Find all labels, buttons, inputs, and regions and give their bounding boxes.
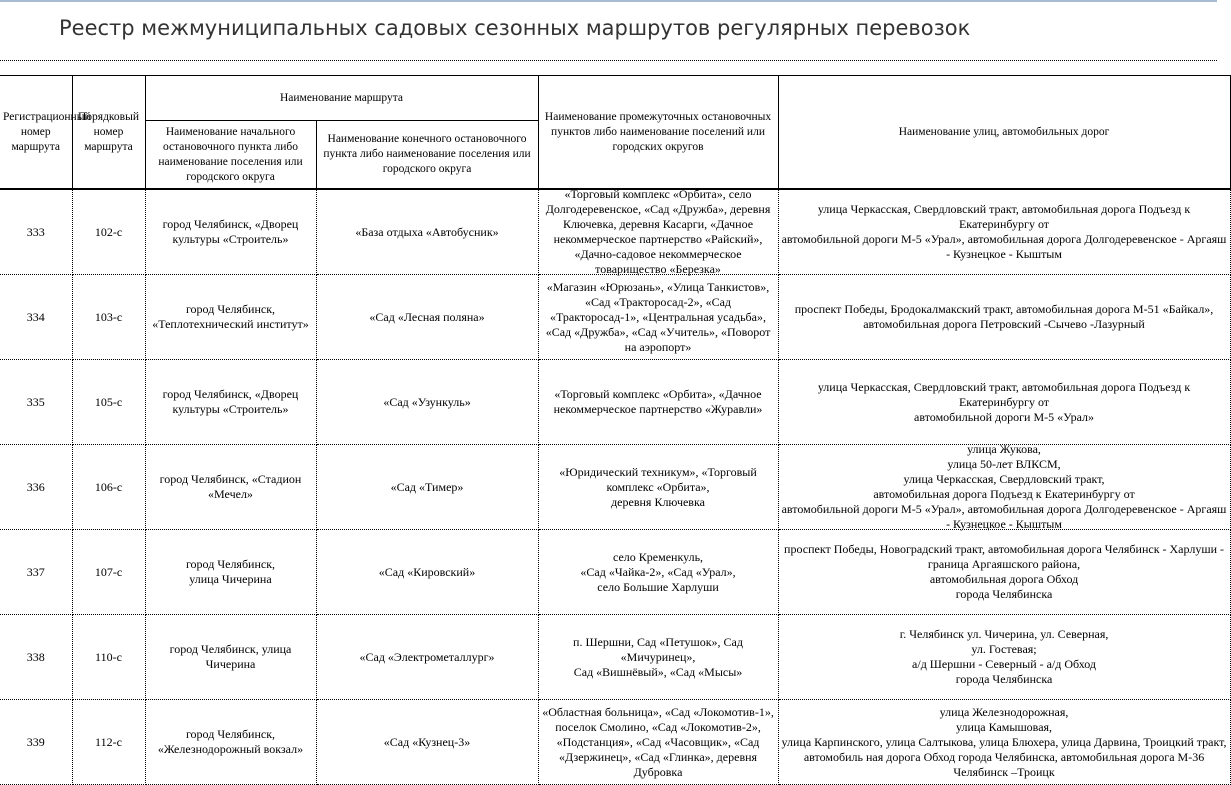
title-divider	[0, 60, 1217, 61]
reg-number-cell	[0, 615, 72, 700]
route-number-cell-value: 102-с	[94, 224, 123, 239]
streets-roads-cell	[778, 275, 1230, 360]
end-stop-cell-value: «Сад «Кузнец-3»	[383, 734, 471, 749]
route-number-cell-value: 103-с	[94, 309, 123, 324]
streets-roads-cell-text	[781, 442, 1227, 531]
table-header	[0, 76, 1230, 190]
intermediate-stops-cell-value: «Торговый комплекс «Орбита», «Дачное некоммерческое партнерство «Журавли»	[553, 387, 763, 416]
intermediate-stops-cell-value: «Торговый комплекс «Орбита», село Долгодеревенское, «Сад «Дружба», деревня Ключевка, деревня Касарги, «Дачное некоммерческое партнерство «Райский», «Дачно-садовое некоммерческое товарищество «Березка»	[545, 187, 771, 276]
start-stop-cell	[145, 530, 316, 615]
route-number-cell-value: 106-с	[94, 479, 123, 494]
intermediate-stops-cell-text	[542, 705, 775, 780]
reg-number-cell	[0, 189, 72, 275]
route-number-cell	[72, 445, 145, 530]
route-number-cell	[72, 275, 145, 360]
streets-roads-cell-text	[782, 705, 1227, 780]
reg-number-cell-value: 335	[26, 394, 45, 409]
end-stop-cell	[316, 530, 538, 615]
end-stop-cell-value: «Сад «Лесная поляна»	[369, 309, 485, 324]
start-stop-cell-value: город Челябинск, «Железнодорожный вокзал»	[157, 727, 304, 756]
table-row	[0, 700, 1230, 785]
streets-roads-cell-value: улица Черкасская, Свердловский тракт, автомобильная дорога Подъезд к Екатеринбургу от автомобильной дороги М-5 «Урал»	[817, 379, 1191, 424]
intermediate-stops-cell-text	[542, 387, 775, 417]
start-stop-cell	[145, 615, 316, 700]
streets-roads-cell-text	[782, 627, 1227, 687]
route-number-cell	[72, 700, 145, 785]
reg-number-cell-value: 334	[26, 309, 45, 324]
page-title: Реестр межмуниципальных садовых сезонных маршрутов регулярных перевозок	[59, 16, 971, 40]
streets-roads-cell-value: улица Железнодорожная, улица Камышовая, улица Карпинского, улица Салтыкова, улица Блюхера, улица Дарвина, Троицкий тракт, автомобиль ная дорога Обход города Челябинска, автомобильная дорога М-36 Челябинск –Троицк	[781, 704, 1227, 779]
header-streets-roads: Наименование улиц, автомобильных дорог	[778, 76, 1230, 190]
table-row	[0, 530, 1230, 615]
table-row	[0, 189, 1230, 275]
route-number-cell-text	[76, 395, 142, 410]
reg-number-cell-text	[3, 395, 69, 410]
route-number-cell	[72, 360, 145, 445]
start-stop-cell-value: город Челябинск, улица Чичерина	[169, 642, 292, 671]
start-stop-cell-text	[149, 472, 313, 502]
streets-roads-cell-value: улица Жукова, улица 50-лет ВЛКСМ, улица Черкасская, Свердловский тракт, автомобильная дорога Подъезд к Екатеринбургу от автомобильной дороги М-5 «Урал», автомобильная дорога Долгодеревенское - Аргаяш - Кузнецкое - Кыштым	[781, 442, 1227, 531]
intermediate-stops-cell-value: село Кременкуль, «Сад «Чайка-2», «Сад «Урал», село Большие Харлуши	[580, 549, 736, 594]
streets-roads-cell-text	[782, 302, 1227, 332]
end-stop-cell-text	[320, 565, 535, 580]
reg-number-cell-text	[3, 735, 69, 750]
header-route-name: Наименование маршрута	[145, 76, 538, 121]
start-stop-cell-text	[149, 642, 313, 672]
end-stop-cell	[316, 700, 538, 785]
end-stop-cell	[316, 445, 538, 530]
start-stop-cell-value: город Челябинск, «Теплотехнический институт»	[152, 302, 309, 331]
end-stop-cell-value: «База отдыха «Автобусник»	[355, 224, 499, 239]
end-stop-cell-value: «Сад «Узункуль»	[383, 394, 471, 409]
streets-roads-cell-text	[782, 380, 1227, 425]
start-stop-cell-text	[149, 557, 313, 587]
route-number-cell	[72, 615, 145, 700]
end-stop-cell	[316, 275, 538, 360]
route-number-cell-text	[76, 735, 142, 750]
streets-roads-cell-value: проспект Победы, Бродокалмакский тракт, автомобильная дорога М-51 «Байкал», автомобильная дорога Петровский -Сычево -Лазурный	[794, 302, 1214, 331]
routes-registry-table	[0, 75, 1231, 785]
intermediate-stops-cell-value: «Юридический техникум», «Торговый комплекс «Орбита», деревня Ключевка	[559, 464, 757, 509]
route-number-cell	[72, 530, 145, 615]
end-stop-cell-text	[320, 310, 535, 325]
start-stop-cell-text	[149, 387, 313, 417]
reg-number-cell	[0, 275, 72, 360]
end-stop-cell	[316, 360, 538, 445]
intermediate-stops-cell-value: «Магазин «Юрюзань», «Улица Танкистов», «Сад «Тракторосад-2», «Сад «Тракторосад-1», «Центральная усадьба», «Сад «Дружба», «Сад «Учитель», «Поворот на аэропорт»	[545, 279, 771, 354]
header-order-number: Порядковый номер маршрута	[72, 76, 145, 190]
start-stop-cell-text	[149, 302, 313, 332]
reg-number-cell-text	[3, 565, 69, 580]
intermediate-stops-cell	[538, 275, 778, 360]
streets-roads-cell-value: улица Черкасская, Свердловский тракт, автомобильная дорога Подъезд к Екатеринбургу от автомобильной дороги М-5 «Урал», автомобильная дорога Долгодеревенское - Аргаяш - Кузнецкое - Кыштым	[781, 202, 1227, 261]
route-number-cell-value: 107-с	[94, 564, 123, 579]
start-stop-cell-text	[149, 727, 313, 757]
reg-number-cell-value: 337	[26, 564, 45, 579]
end-stop-cell-text	[320, 480, 535, 495]
route-number-cell-value: 112-с	[95, 734, 122, 749]
intermediate-stops-cell-text	[542, 280, 775, 355]
start-stop-cell-text	[149, 217, 313, 247]
table-row	[0, 360, 1230, 445]
end-stop-cell-value: «Сад «Тимер»	[390, 479, 464, 494]
streets-roads-cell-text	[782, 542, 1227, 602]
header-intermediate-stops: Наименование промежуточных остановочных пунктов либо наименование поселений или городских округов	[538, 76, 778, 190]
reg-number-cell-text	[3, 310, 69, 325]
end-stop-cell	[316, 189, 538, 275]
streets-roads-cell	[778, 360, 1230, 445]
start-stop-cell-value: город Челябинск, «Дворец культуры «Строитель»	[162, 217, 299, 246]
intermediate-stops-cell-text	[542, 187, 775, 276]
streets-roads-cell	[778, 442, 1230, 531]
table-row	[0, 275, 1230, 360]
streets-roads-cell	[778, 700, 1230, 785]
start-stop-cell	[145, 275, 316, 360]
reg-number-cell-text	[3, 225, 69, 240]
streets-roads-cell-text	[782, 202, 1227, 262]
intermediate-stops-cell	[538, 445, 778, 530]
start-stop-cell	[145, 445, 316, 530]
start-stop-cell	[145, 360, 316, 445]
header-end-stop: Наименование конечного остановочного пункта либо наименование поселения или городского округа	[316, 121, 538, 190]
reg-number-cell-value: 339	[26, 734, 45, 749]
reg-number-cell	[0, 360, 72, 445]
end-stop-cell	[316, 615, 538, 700]
start-stop-cell	[145, 189, 316, 275]
reg-number-cell	[0, 530, 72, 615]
streets-roads-cell	[778, 615, 1230, 700]
end-stop-cell-value: «Сад «Кировский»	[378, 564, 476, 579]
reg-number-cell-text	[3, 650, 69, 665]
route-number-cell-text	[76, 650, 142, 665]
intermediate-stops-cell-value: п. Шершни, Сад «Петушок», Сад «Мичуринец», Сад «Вишнёвый», «Сад «Мысы»	[573, 634, 743, 679]
streets-roads-cell-value: г. Челябинск ул. Чичерина, ул. Северная, ул. Гостевая; а/д Шершни - Северный - а/д Обход города Челябинска	[899, 627, 1109, 686]
route-number-cell-text	[76, 565, 142, 580]
reg-number-cell-value: 338	[26, 649, 45, 664]
start-stop-cell-value: город Челябинск, «Стадион «Мечел»	[159, 472, 302, 501]
reg-number-cell	[0, 445, 72, 530]
reg-number-cell-value: 336	[26, 479, 45, 494]
window-top-border	[0, 0, 1217, 2]
streets-roads-cell	[778, 530, 1230, 615]
end-stop-cell-text	[320, 395, 535, 410]
end-stop-cell-text	[320, 735, 535, 750]
end-stop-cell-text	[320, 225, 535, 240]
intermediate-stops-cell	[538, 530, 778, 615]
intermediate-stops-cell-text	[542, 635, 775, 680]
end-stop-cell-value: «Сад «Электрометаллург»	[359, 649, 495, 664]
intermediate-stops-cell-text	[542, 550, 775, 595]
route-number-cell-value: 105-с	[94, 394, 123, 409]
reg-number-cell-text	[3, 480, 69, 495]
intermediate-stops-cell	[538, 360, 778, 445]
streets-roads-cell	[778, 189, 1230, 275]
intermediate-stops-cell	[538, 189, 778, 275]
reg-number-cell-value: 333	[26, 224, 45, 239]
streets-roads-cell-value: проспект Победы, Новоградский тракт, автомобильная дорога Челябинск - Харлуши - граница Аргаяшского района, автомобильная дорога Обход города Челябинска	[784, 542, 1224, 601]
table-row	[0, 445, 1230, 530]
intermediate-stops-cell	[538, 615, 778, 700]
header-reg-number: Регистрационный номер маршрута	[0, 76, 72, 190]
end-stop-cell-text	[320, 650, 535, 665]
table-row	[0, 615, 1230, 700]
route-number-cell-text	[76, 225, 142, 240]
route-number-cell-text	[76, 310, 142, 325]
start-stop-cell-value: город Челябинск, улица Чичерина	[185, 557, 276, 586]
intermediate-stops-cell-text	[542, 465, 775, 510]
reg-number-cell	[0, 700, 72, 785]
header-start-stop: Наименование начального остановочного пункта либо наименование поселения или городского округа	[145, 121, 316, 190]
start-stop-cell	[145, 700, 316, 785]
table-body	[0, 189, 1230, 785]
route-number-cell	[72, 189, 145, 275]
route-number-cell-value: 110-с	[95, 649, 122, 664]
start-stop-cell-value: город Челябинск, «Дворец культуры «Строитель»	[162, 387, 299, 416]
intermediate-stops-cell-value: «Областная больница», «Сад «Локомотив-1», поселок Смолино, «Сад «Локомотив-2», «Подстанция», «Сад «Часовщик», «Сад «Дзержинец», «Сад «Глинка», деревня Дубровка	[542, 704, 774, 779]
route-number-cell-text	[76, 480, 142, 495]
intermediate-stops-cell	[538, 700, 778, 785]
